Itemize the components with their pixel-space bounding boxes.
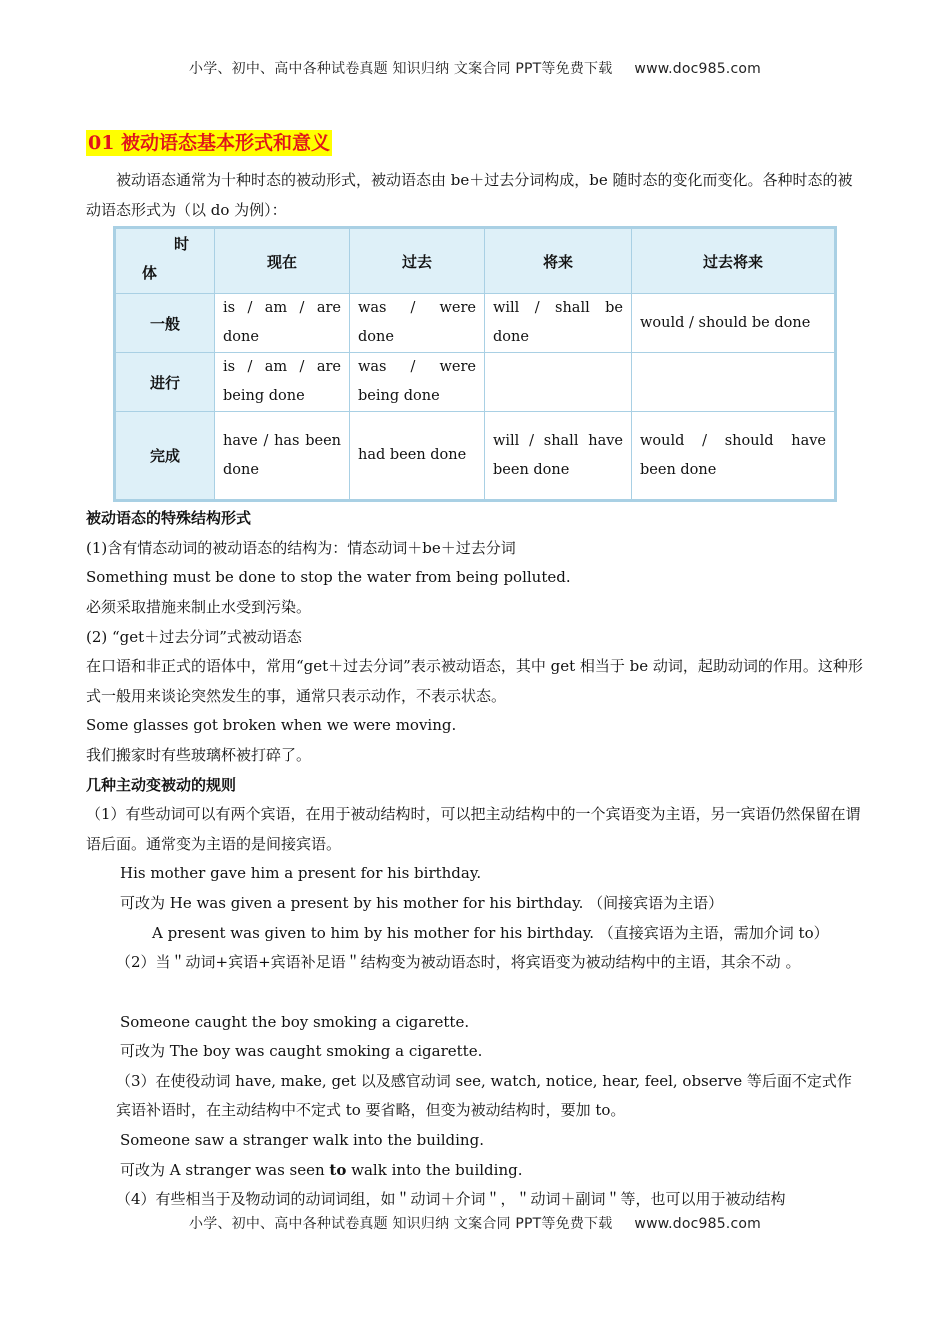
special-example-1-cn: 必须采取措施来制止水受到污染。 — [86, 597, 312, 616]
intro-paragraph: 被动语态通常为十种时态的被动形式，被动语态由 be＋过去分词构成，be 随时态的变化而变化。各种时态的被动语态形式为（以 do 为例）： — [86, 171, 853, 219]
special-example-2-cn: 我们搬家时有些玻璃杯被打碎了。 — [86, 745, 312, 764]
footer-text: 小学、初中、高中各种试卷真题 知识归纳 文案合同 PPT等免费下载 — [189, 1216, 613, 1232]
table-cell: is / am / are being done — [215, 353, 350, 412]
rules-heading: 几种主动变被动的规则 — [86, 775, 237, 794]
column-header: 过去将来 — [632, 228, 836, 294]
table-row — [115, 294, 836, 353]
header-site-link[interactable]: www.doc985.com — [634, 61, 761, 77]
rule-1-example: His mother gave him a present for his birthday. — [120, 864, 482, 883]
table-cell — [485, 353, 632, 412]
special-item-1: (1)含有情态动词的被动语态的结构为：情态动词＋be＋过去分词 — [86, 538, 516, 557]
row-header: 进行 — [115, 353, 215, 412]
rule-3-alt-bold: to — [329, 1160, 347, 1179]
table-cell: is / am / are done — [215, 294, 350, 353]
blank-line — [86, 978, 866, 1008]
table-cell: was / were being done — [350, 353, 485, 412]
special-example-1-en: Something must be done to stop the water from being polluted. — [86, 568, 571, 587]
rule-2-alternative: 可改为 The boy was caught smoking a cigarette. — [120, 1042, 483, 1061]
table-cell: will / shall be done — [485, 294, 632, 353]
section-title: 01 被动语态基本形式和意义 — [88, 132, 331, 154]
rule-4: （4）有些相当于及物动词的动词词组，如＂动词＋介词＂，＂动词＋副词＂等，也可以用于被动结构 — [116, 1190, 786, 1209]
special-item-2-description: 在口语和非正式的语体中，常用“get＋过去分词”表示被动语态，其中 get 相当于 be 动词，起助动词的作用。这种形式一般用来谈论突然发生的事，通常只表示动作，不表示状态。 — [86, 657, 863, 705]
corner-bottom-label: 体 — [142, 264, 158, 283]
header-text: 小学、初中、高中各种试卷真题 知识归纳 文案合同 PPT等免费下载 — [189, 61, 613, 77]
page-footer — [0, 1213, 950, 1233]
rule-1-alternative-2: A present was given to him by his mother for his birthday. （直接宾语为主语，需加介词 to） — [152, 923, 829, 942]
row-header: 完成 — [115, 412, 215, 501]
table-cell: would / should be done — [632, 294, 836, 353]
column-header: 过去 — [350, 228, 485, 294]
rule-3: （3）在使役动词 have, make, get 以及感官动词 see, watch, notice, hear, feel, observe 等后面不定式作宾语补语时，在主动结构中不定式 to 要省略，但变为被动结构时，要加 to。 — [116, 1071, 852, 1120]
table-cell: had been done — [350, 412, 485, 501]
page-header — [0, 58, 950, 78]
passive-forms-table — [113, 226, 837, 502]
corner-top-label: 时 — [174, 235, 190, 254]
special-structures-heading: 被动语态的特殊结构形式 — [86, 509, 252, 528]
rule-2: （2）当＂动词+宾语+宾语补足语＂结构变为被动语态时，将宾语变为被动结构中的主语，其余不动 。 — [116, 953, 801, 972]
document-body — [86, 130, 866, 1215]
table-cell — [632, 353, 836, 412]
special-item-2: (2) “get＋过去分词”式被动语态 — [86, 627, 302, 646]
table-cell: would / should have been done — [632, 412, 836, 501]
table-cell: will / shall have been done — [485, 412, 632, 501]
rule-3-example: Someone saw a stranger walk into the building. — [120, 1131, 484, 1150]
table-row — [115, 412, 836, 501]
table-row — [115, 353, 836, 412]
special-example-2-en: Some glasses got broken when we were moving. — [86, 716, 457, 735]
footer-site-link[interactable]: www.doc985.com — [634, 1216, 761, 1232]
table-cell: have / has been done — [215, 412, 350, 501]
rule-3-alternative — [86, 1156, 866, 1186]
column-header: 现在 — [215, 228, 350, 294]
rule-1-alternative-1: 可改为 He was given a present by his mother for his birthday. （间接宾语为主语） — [120, 893, 724, 912]
rule-1: （1）有些动词可以有两个宾语，在用于被动结构时，可以把主动结构中的一个宾语变为主语，另一宾语仍然保留在谓语后面。通常变为主语的是间接宾语。 — [86, 805, 861, 853]
rule-3-alt-pre: 可改为 A stranger was seen — [120, 1160, 330, 1179]
column-header: 将来 — [485, 228, 632, 294]
rule-3-alt-post: walk into the building. — [346, 1160, 523, 1179]
table-cell: was / were done — [350, 294, 485, 353]
rule-2-example: Someone caught the boy smoking a cigarette. — [120, 1012, 470, 1031]
table-corner-cell — [115, 228, 215, 294]
row-header: 一般 — [115, 294, 215, 353]
